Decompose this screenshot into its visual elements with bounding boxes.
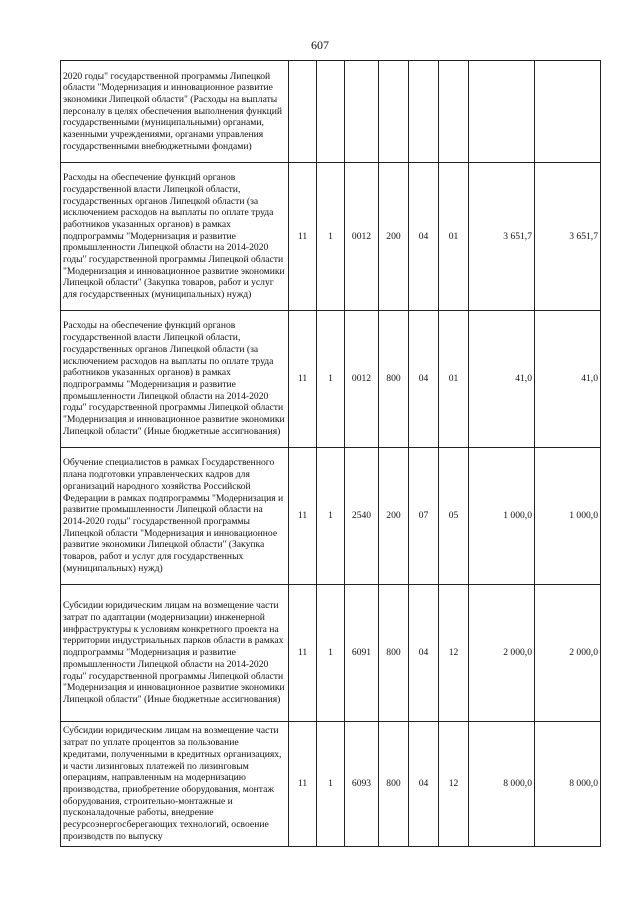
- cell-code-1: 11: [289, 722, 317, 847]
- cell-code-2: 1: [317, 448, 345, 585]
- cell-code-3: 2540: [345, 448, 379, 585]
- cell-code-5: [409, 61, 439, 163]
- cell-code-1: 11: [289, 448, 317, 585]
- row-description: Субсидии юридическим лицам на возмещение части затрат по адаптации (модернизации) инженерной инфраструктуры к условиям конкретного проекта на территории индустриальных парков области в рамках подпрограммы "Модернизация и развитие промышленности Липецкой области на 2014-2020 годы" государственной программы Липецкой области "Модернизация и инновационное развитие экономики Липецкой области" (Иные бюджетные ассигнования): [61, 585, 289, 722]
- cell-code-2: 1: [317, 311, 345, 448]
- cell-code-6: 12: [439, 722, 469, 847]
- cell-amount-1: 41,0: [469, 311, 535, 448]
- cell-code-1: 11: [289, 163, 317, 311]
- cell-code-6: [439, 61, 469, 163]
- budget-table: [60, 60, 601, 847]
- cell-amount-2: 41,0: [535, 311, 601, 448]
- cell-amount-1: 3 651,7: [469, 163, 535, 311]
- table-row: [61, 311, 601, 448]
- cell-amount-1: [469, 61, 535, 163]
- cell-amount-2: [535, 61, 601, 163]
- cell-code-5: 04: [409, 722, 439, 847]
- cell-code-3: [345, 61, 379, 163]
- cell-amount-1: 1 000,0: [469, 448, 535, 585]
- cell-code-5: 07: [409, 448, 439, 585]
- cell-code-1: 11: [289, 311, 317, 448]
- cell-code-1: [289, 61, 317, 163]
- cell-code-5: 04: [409, 311, 439, 448]
- table-row: [61, 163, 601, 311]
- cell-code-4: 800: [379, 311, 409, 448]
- cell-code-3: 0012: [345, 311, 379, 448]
- cell-code-5: 04: [409, 585, 439, 722]
- cell-code-4: 800: [379, 722, 409, 847]
- row-description: Расходы на обеспечение функций органов государственной власти Липецкой области, государственных органов Липецкой области (за исключением расходов на выплаты по оплате труда работников указанных органов) в рамках подпрограммы "Модернизация и развитие промышленности Липецкой области на 2014-2020 годы" государственной программы Липецкой области "Модернизация и инновационное развитие экономики Липецкой области" (Иные бюджетные ассигнования): [61, 311, 289, 448]
- cell-code-2: 1: [317, 722, 345, 847]
- page-number: 607: [311, 38, 329, 52]
- cell-code-1: 11: [289, 585, 317, 722]
- cell-code-2: [317, 61, 345, 163]
- table-row: [61, 722, 601, 847]
- row-description: Расходы на обеспечение функций органов государственной власти Липецкой области, государственных органов Липецкой области (за исключением расходов на выплаты по оплате труда работников указанных органов) в рамках подпрограммы "Модернизация и развитие промышленности Липецкой области на 2014-2020 годы" государственной программы Липецкой области "Модернизация и инновационное развитие экономики Липецкой области" (Закупка товаров, работ и услуг для государственных (муниципальных) нужд): [61, 163, 289, 311]
- table-row: [61, 61, 601, 163]
- cell-code-3: 6091: [345, 585, 379, 722]
- cell-amount-2: 3 651,7: [535, 163, 601, 311]
- cell-code-6: 12: [439, 585, 469, 722]
- table-row: [61, 585, 601, 722]
- cell-code-3: 6093: [345, 722, 379, 847]
- cell-code-4: [379, 61, 409, 163]
- cell-amount-2: 1 000,0: [535, 448, 601, 585]
- cell-code-5: 04: [409, 163, 439, 311]
- cell-code-3: 0012: [345, 163, 379, 311]
- cell-code-2: 1: [317, 163, 345, 311]
- cell-code-2: 1: [317, 585, 345, 722]
- table-row: [61, 448, 601, 585]
- cell-amount-2: 8 000,0: [535, 722, 601, 847]
- cell-amount-1: 8 000,0: [469, 722, 535, 847]
- cell-amount-1: 2 000,0: [469, 585, 535, 722]
- cell-amount-2: 2 000,0: [535, 585, 601, 722]
- cell-code-4: 800: [379, 585, 409, 722]
- row-description: Обучение специалистов в рамках Государственного плана подготовки управленческих кадров для организаций народного хозяйства Российской Федерации в рамках подпрограммы "Модернизация и развитие промышленности Липецкой области на 2014-2020 годы" государственной программы Липецкой области "Модернизация и инновационное развитие экономики Липецкой области" (Закупка товаров, работ и услуг для государственных (муниципальных) нужд): [61, 448, 289, 585]
- cell-code-6: 01: [439, 163, 469, 311]
- cell-code-4: 200: [379, 448, 409, 585]
- row-description: 2020 годы" государственной программы Липецкой области "Модернизация и инновационное развитие экономики Липецкой области" (Расходы на выплаты персоналу в целях обеспечения выполнения функций государственными (муниципальными) органами, казенными учреждениями, органами управления государственными внебюджетными фондами): [61, 61, 289, 163]
- cell-code-6: 05: [439, 448, 469, 585]
- row-description: Субсидии юридическим лицам на возмещение части затрат по уплате процентов за пользование кредитами, полученными в кредитных организациях, и части лизинговых платежей по лизинговым операциям, направленным на модернизацию производства, приобретение оборудования, монтаж оборудования, строительно-монтажные и пусконаладочные работы, внедрение ресурсоэнергосберегающих технологий, освоение производств по выпуску: [61, 722, 289, 847]
- cell-code-4: 200: [379, 163, 409, 311]
- cell-code-6: 01: [439, 311, 469, 448]
